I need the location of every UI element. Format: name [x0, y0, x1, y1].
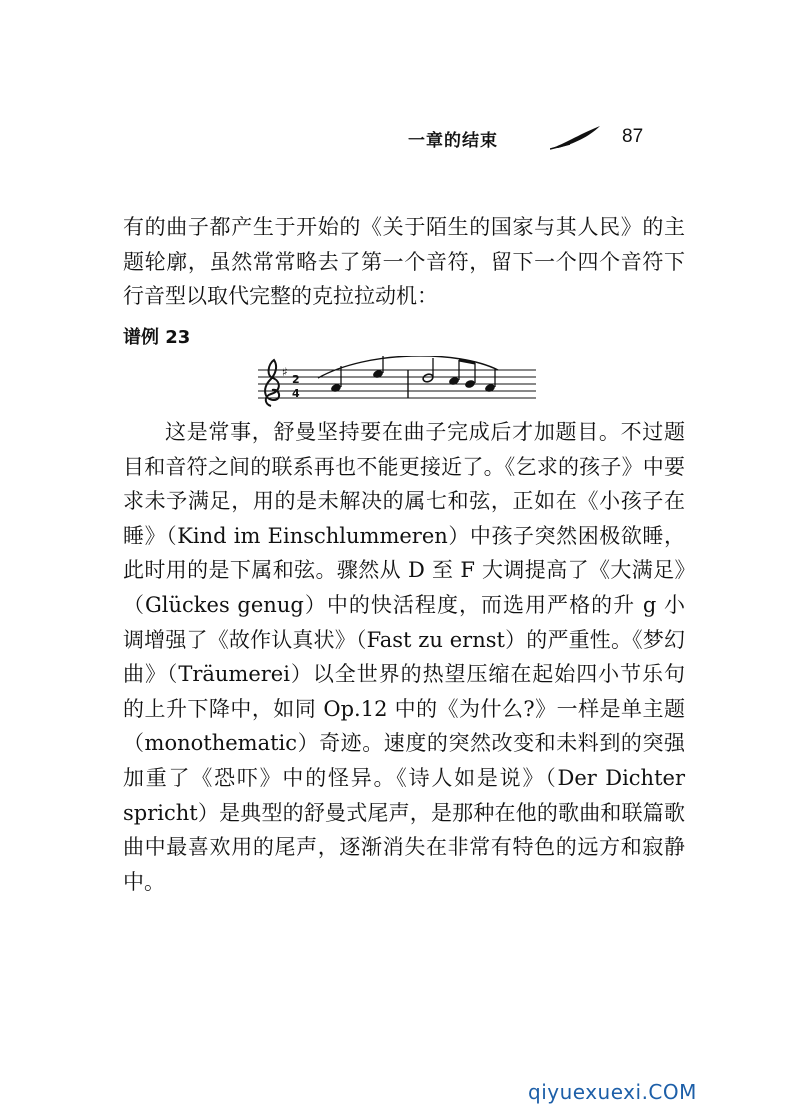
page-number: 87 — [622, 126, 644, 147]
chapter-title: 一章的结束 — [408, 131, 498, 151]
svg-text:4: 4 — [292, 387, 300, 400]
paragraph-1: 有的曲子都产生于开始的《关于陌生的国家与其人民》的主题轮廓，虽然常常略去了第一个音符，留下一个四个音符下行音型以取代完整的克拉拉动机： — [123, 215, 685, 309]
site-watermark: qiyuexuexi.COM — [528, 1080, 697, 1104]
music-staff-icon — [258, 356, 538, 408]
svg-text:♯: ♯ — [282, 365, 288, 379]
svg-text:2: 2 — [292, 373, 300, 386]
example-label: 谱例 23 — [123, 327, 191, 348]
running-header — [400, 124, 670, 154]
paragraph-2: 这是常事，舒曼坚持要在曲子完成后才加题目。不过题目和音符之间的联系再也不能更接近了。《乞求的孩子》中要求未予满足，用的是未解决的属七和弦，正如在《小孩子在睡》（Kind im Einschlummeren）中孩子突然困极欲睡，此时用的是下属和弦。骤然从 D 至 F 大调提高了《大满足》（Glückes genug）中的快活程度，而选用严格的升 g 小调增强了《故作认真状》（Fast zu ernst）的严重性。《梦幻曲》（Träumerei）以全世界的热望压缩在起始四小节乐句的上升下降中，如同 Op.12 中的《为什么?》一样是单主题（monothematic）奇迹。速度的突然改变和未料到的突强加重了《恐吓》中的怪异。《诗人如是说》（Der Dichter spricht）是典型的舒曼式尾声，是那种在他的歌曲和联篇歌曲中最喜欢用的尾声，逐渐消失在非常有特色的远方和寂静中。 — [123, 420, 685, 894]
quill-icon — [550, 124, 602, 150]
